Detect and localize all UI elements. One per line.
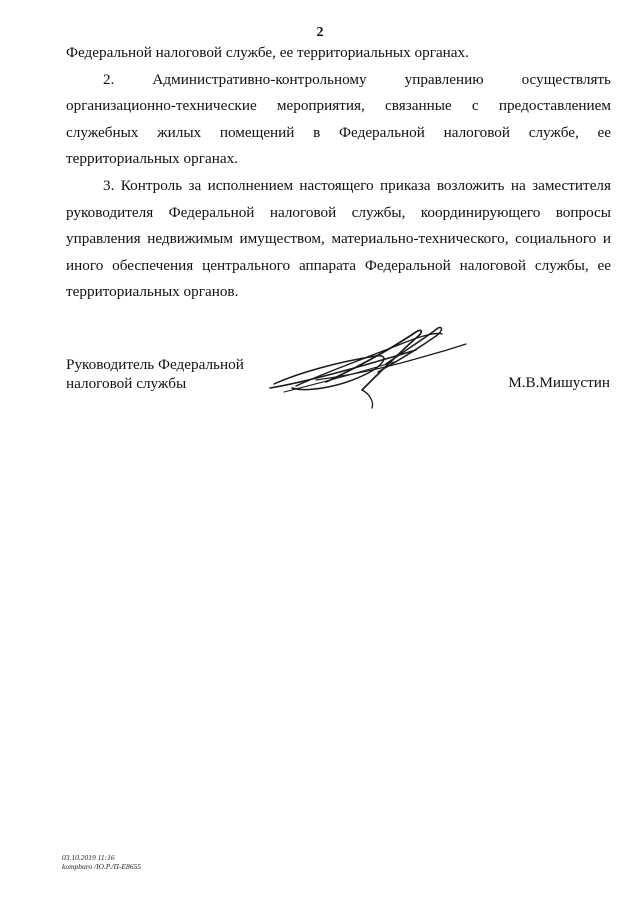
registration-footer: [62, 853, 141, 871]
footer-timestamp: 03.10.2019 11:16: [62, 853, 115, 862]
signatory-name: М.В.Мишустин: [508, 374, 610, 391]
signatory-title: [66, 355, 244, 393]
document-body: [66, 40, 611, 306]
handwritten-signature: [266, 322, 471, 410]
signatory-title-line1: Руководитель Федеральной: [66, 356, 244, 373]
footer-registration: kompburo /Ю.Р./П-Е8655: [62, 862, 141, 871]
page-number: 2: [316, 25, 324, 40]
paragraph-continuation: Федеральной налоговой службе, ее территориальных органах.: [66, 44, 469, 61]
paragraph-item-2: 2. Административно-контрольному управлению осуществлять организационно-технические мероприятия, связанные с предоставлением служебных жилых помещений в Федеральной налоговой службе, ее территориальных органах.: [66, 70, 611, 168]
signatory-title-line2: налоговой службы: [66, 375, 187, 392]
paragraph-item-3: 3. Контроль за исполнением настоящего приказа возложить на заместителя руководителя Федеральной налоговой службы, координирующего вопросы управления недвижимым имуществом, материально-технического, социального и иного обеспечения центрального аппарата Федеральной налоговой службы, ее территориальных органов.: [66, 176, 611, 301]
